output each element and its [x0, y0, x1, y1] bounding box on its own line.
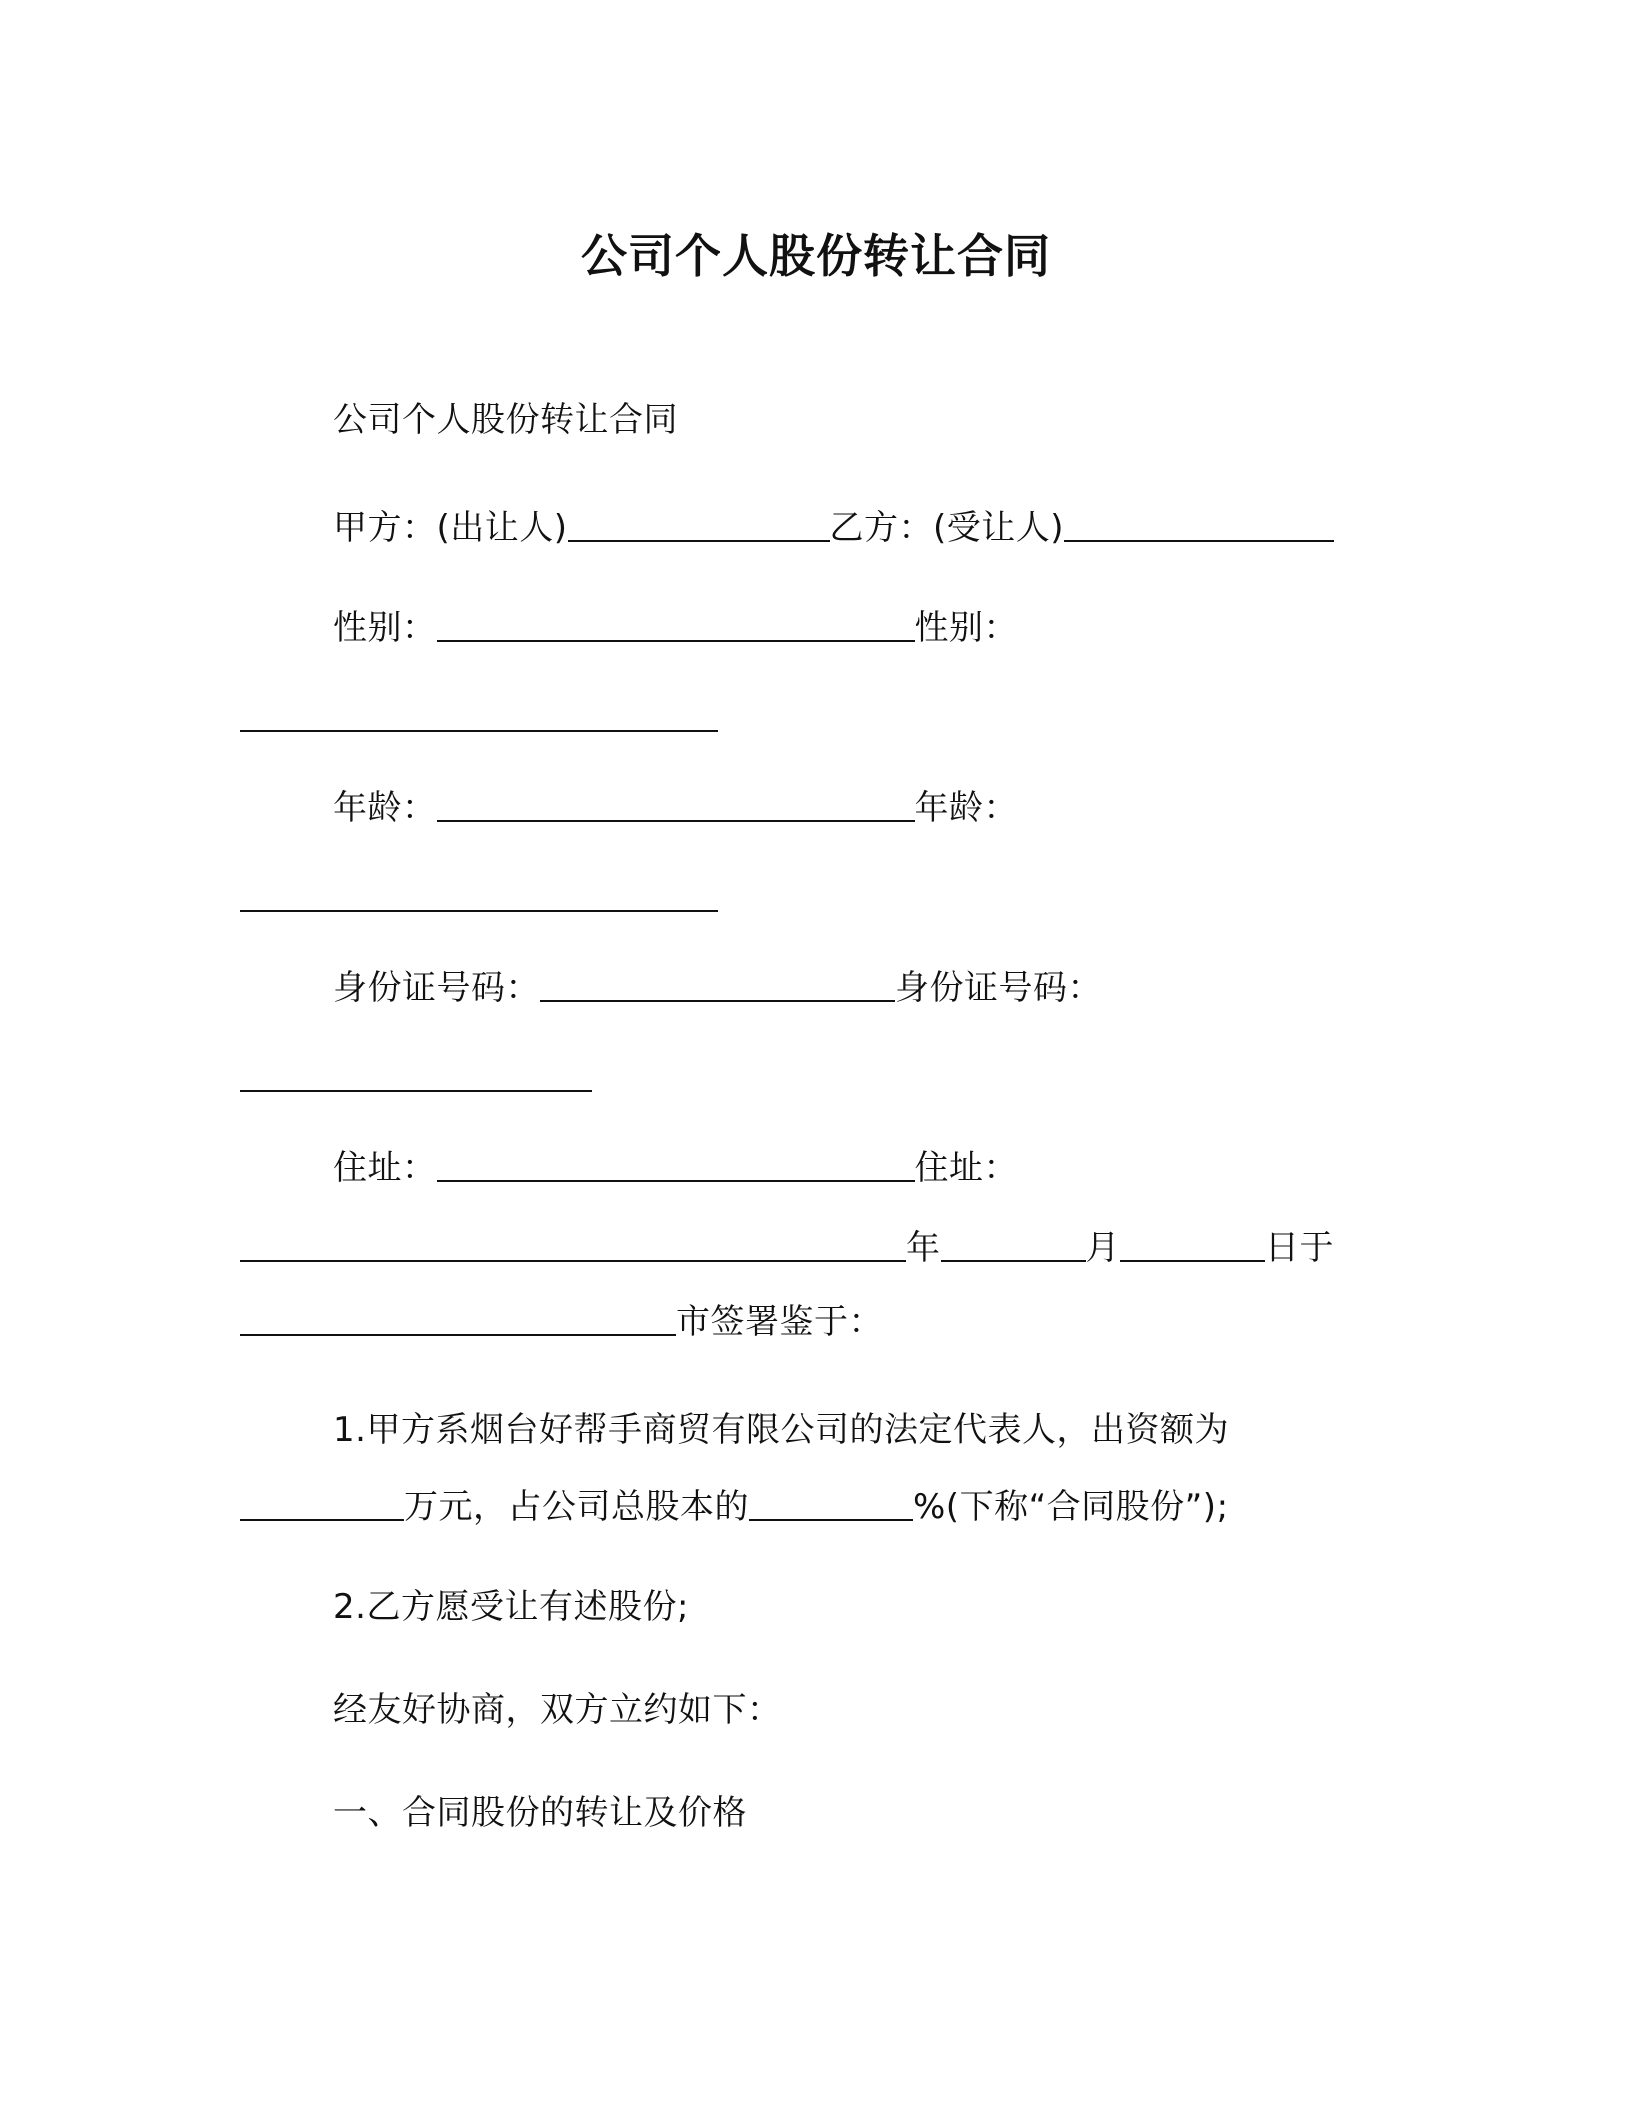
age-label-a: 年龄：: [333, 788, 437, 828]
gender-line: [333, 608, 1018, 648]
id-label-b: 身份证号码：: [895, 968, 1102, 1008]
id-label-a: 身份证号码：: [333, 968, 540, 1008]
date-year-label: 年: [906, 1228, 941, 1268]
address-label-b: 住址：: [914, 1148, 1018, 1188]
age-label-b: 年龄：: [914, 788, 1018, 828]
id-a-blank: [540, 970, 895, 1002]
date-month-blank: [1120, 1230, 1265, 1262]
clause-1-line-1: 1.甲方系烟台好帮手商贸有限公司的法定代表人，出资额为: [333, 1410, 1229, 1450]
clause-1-line-2: [240, 1487, 1229, 1527]
address-b-blank: [240, 1230, 906, 1262]
age-b-line: [240, 878, 718, 918]
party-a-label: 甲方：(出让人): [333, 508, 568, 548]
address-label-a: 住址：: [333, 1148, 437, 1188]
city-line: [240, 1302, 883, 1342]
capital-blank: [240, 1489, 404, 1521]
date-month-label: 月: [1085, 1228, 1120, 1268]
agreement-line: 经友好协商，双方立约如下：: [333, 1690, 782, 1730]
address-line: [333, 1148, 1018, 1188]
id-b-blank: [240, 1060, 592, 1092]
age-line: [333, 788, 1018, 828]
gender-label-a: 性别：: [333, 608, 437, 648]
city-blank: [240, 1304, 676, 1336]
id-b-line: [240, 1058, 592, 1098]
percent-blank: [749, 1489, 913, 1521]
section-1-heading: 一、合同股份的转让及价格: [333, 1793, 747, 1833]
clause-2: 2.乙方愿受让有述股份;: [333, 1587, 689, 1627]
age-b-blank: [240, 880, 718, 912]
contract-subtitle: 公司个人股份转让合同: [333, 400, 678, 440]
gender-b-line: [240, 698, 718, 738]
date-year-blank: [941, 1230, 1086, 1262]
party-b-blank: [1064, 510, 1334, 542]
clause-1-wan: 万元，占公司总股本的: [404, 1487, 749, 1527]
age-a-blank: [437, 790, 915, 822]
party-a-blank: [568, 510, 830, 542]
date-day-label: 日于: [1265, 1228, 1334, 1268]
gender-b-blank: [240, 700, 718, 732]
address-a-blank: [437, 1150, 915, 1182]
page-title: 公司个人股份转让合同: [581, 229, 1051, 283]
party-b-label: 乙方：(受让人): [829, 508, 1065, 548]
gender-label-b: 性别：: [914, 608, 1018, 648]
gender-a-blank: [437, 610, 915, 642]
clause-1-pct: %(下称“合同股份”);: [913, 1487, 1229, 1527]
date-line: [240, 1228, 1334, 1268]
id-line: [333, 968, 1102, 1008]
parties-line: [333, 508, 1334, 548]
city-sign-label: 市签署鉴于：: [676, 1302, 883, 1342]
